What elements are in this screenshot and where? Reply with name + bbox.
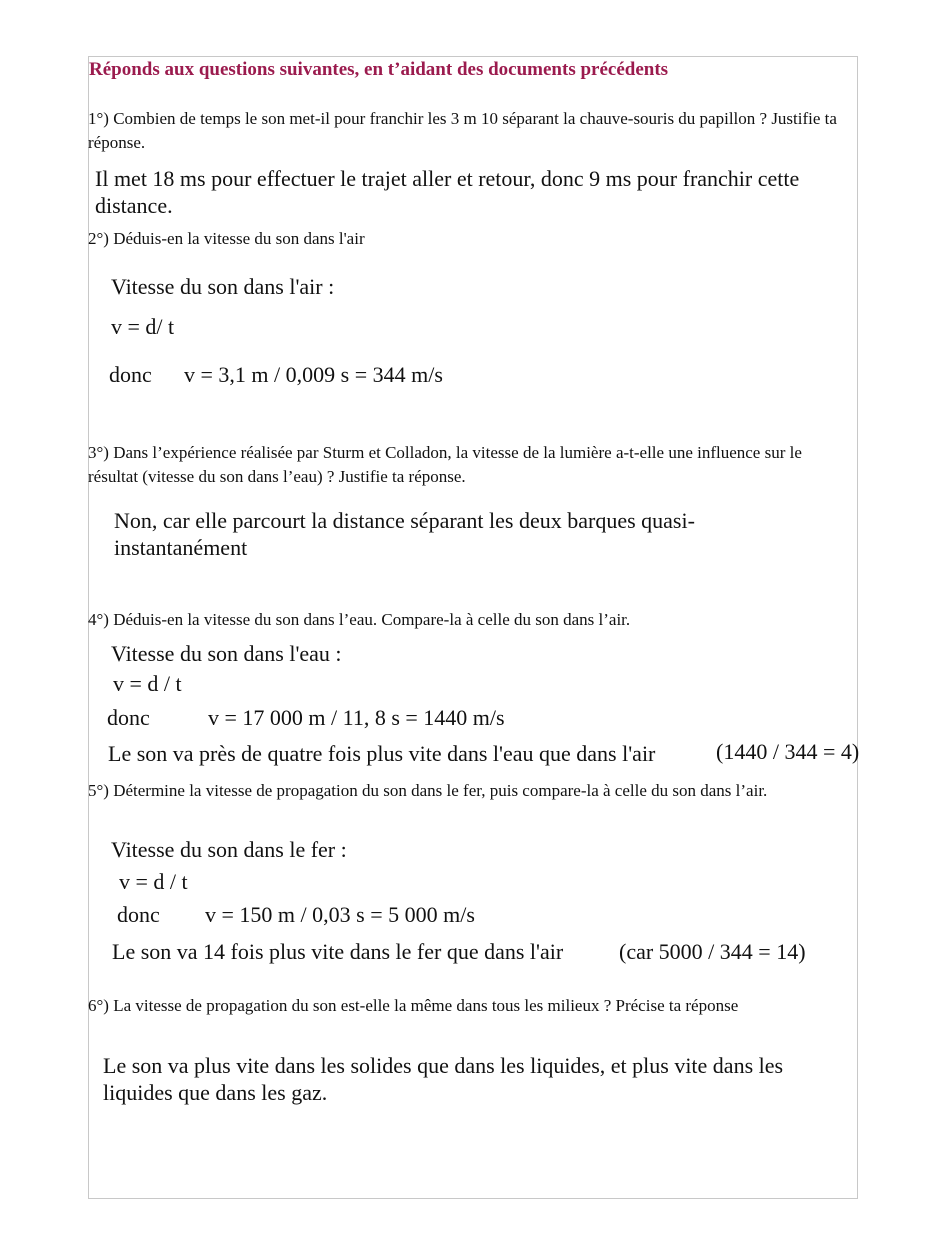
answer-2-formula: v = d/ t — [111, 314, 175, 339]
answer-4-donc: donc — [107, 705, 150, 730]
answer-2-donc: donc — [109, 362, 152, 387]
answer-2-line-1: Vitesse du son dans l'air : — [111, 274, 335, 299]
question-4: 4°) Déduis-en la vitesse du son dans l’eau. Compare-la à celle du son dans l’air. — [88, 610, 631, 629]
answer-2-calculation: v = 3,1 m / 0,009 s = 344 m/s — [184, 362, 443, 387]
answer-5-donc: donc — [117, 902, 160, 927]
question-3: 3°) Dans l’expérience réalisée par Sturm et Colladon, la vitesse de la lumière a-t-elle une influence sur le résultat (vitesse du son dans l’eau) ? Justifie ta réponse. — [88, 443, 802, 486]
answer-4-calculation: v = 17 000 m / 11, 8 s = 1440 m/s — [208, 705, 505, 730]
question-6: 6°) La vitesse de propagation du son est-elle la même dans tous les milieux ? Précise ta réponse — [88, 996, 739, 1015]
answer-4-line-1: Vitesse du son dans l'eau : — [111, 641, 342, 666]
answer-5-calculation: v = 150 m / 0,03 s = 5 000 m/s — [205, 902, 475, 927]
answer-1: Il met 18 ms pour effectuer le trajet aller et retour, donc 9 ms pour franchir cette distance. — [95, 166, 800, 218]
answer-3: Non, car elle parcourt la distance séparant les deux barques quasi-instantanément — [114, 508, 695, 560]
answer-5-comparison: Le son va 14 fois plus vite dans le fer que dans l'air — [112, 939, 564, 964]
answer-4-comparison: Le son va près de quatre fois plus vite dans l'eau que dans l'air — [108, 741, 656, 766]
answer-6: Le son va plus vite dans les solides que dans les liquides, et plus vite dans les liquides que dans les gaz. — [103, 1053, 784, 1105]
answer-4-formula: v = d / t — [113, 671, 182, 696]
answer-4-ratio: (1440 / 344 = 4) — [716, 739, 860, 764]
worksheet-heading: Réponds aux questions suivantes, en t’aidant des documents précédents — [89, 59, 669, 80]
question-5: 5°) Détermine la vitesse de propagation du son dans le fer, puis compare-la à celle du son dans l’air. — [88, 781, 768, 800]
question-2: 2°) Déduis-en la vitesse du son dans l'air — [88, 229, 365, 248]
answer-5-ratio: (car 5000 / 344 = 14) — [619, 939, 806, 964]
answer-5-line-1: Vitesse du son dans le fer : — [111, 837, 347, 862]
answer-5-formula: v = d / t — [119, 869, 188, 894]
question-1: 1°) Combien de temps le son met-il pour franchir les 3 m 10 séparant la chauve-souris du papillon ? Justifie ta réponse. — [88, 109, 837, 152]
